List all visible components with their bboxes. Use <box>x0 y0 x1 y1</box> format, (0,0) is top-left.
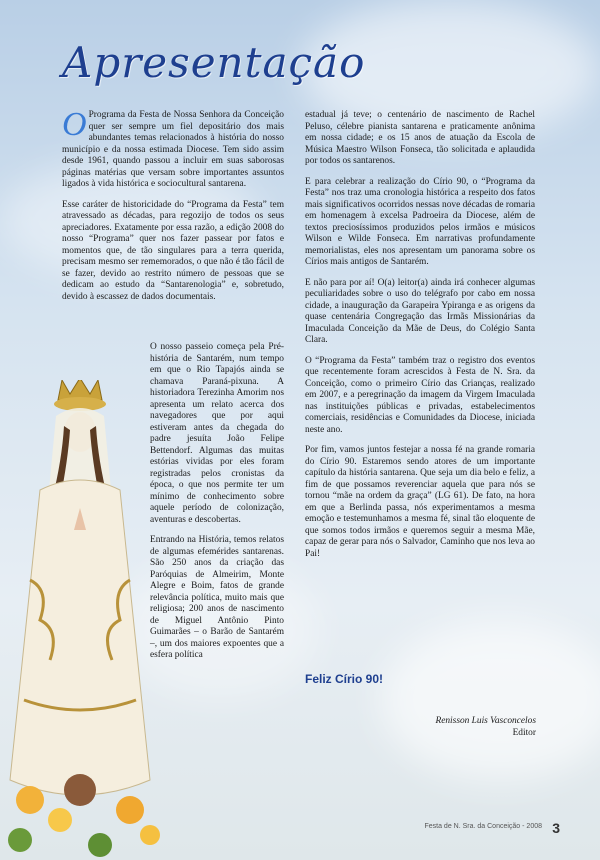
paragraph: O “Programa da Festa” também traz o registro dos eventos que recentemente foram acrescidos à Festa de N. Sra. da Conceição, como o primeiro Círio das Crianças, realizado em 2007, e a peregrinação da imagem da Virgem Imaculada nas instituições públicas e privadas, estabelecimentos comerciais, residências e Comunidades da Diocese, iniciada neste ano. <box>305 355 535 435</box>
paragraph: Entrando na História, temos relatos de algumas efemérides santarenas. São 250 anos da criação das Paróquias de Almeirim, Monte Alegre e Boim, fatos de grande relevância política, muito mais que religiosa; 200 anos de nascimento de Miguel Antônio Pinto Guimarães – o Barão de Santarém –, um dos maiores expoentes que a esfera política <box>150 535 284 660</box>
drop-cap: O <box>62 106 87 143</box>
author-name: Renisson Luis Vasconcelos <box>435 716 536 726</box>
closing-greeting: Feliz Círio 90! <box>305 672 384 686</box>
paragraph-intro: O Programa da Festa de Nossa Senhora da Conceição quer ser sempre um fiel depositário dos mais abundantes temas relacionados à história do nosso município e da nossa estimada Diocese. Tem sido assim desde 1961, quando passou a incluir em suas saborosas páginas matérias que versam sobre importantes assuntos ligados à vida histórica e sociocultural santarena. <box>62 106 284 189</box>
author-role: Editor <box>512 728 536 738</box>
paragraph: E para celebrar a realização do Círio 90, o “Programa da Festa” nos traz uma cronologia histórica a respeito dos fatos mais significativos ocorridos nessas nove décadas de romaria em homenagem à excelsa Padroeira da Diocese, além de textos preciosíssimos produzidos pelos irmãos e músicos Wilson e Wilde Fonseca. Em narrativas profundamente memorialistas, eles nos apresentam um panorama sobre os Círios mais antigos de Santarém. <box>305 176 535 267</box>
article-left-column <box>62 106 284 312</box>
article-right-column <box>305 110 535 569</box>
paragraph: O nosso passeio começa pela Pré-história de Santarém, num tempo em que o Rio Tapajós ainda se chamava Paraná-pixuna. A historiadora Terezinha Amorim nos apresenta um relato acerca dos navegadores que por aqui estiveram antes da chegada do padre jesuíta João Felipe Bettendorf. Algumas das muitas estórias vividas por eles foram registradas pelos cronistas da época, o que nos permite ter um mínimo de conhecimento sobre aquele período de colonização, aventuras e descobertas. <box>150 342 284 525</box>
virgin-statue-image <box>0 380 170 860</box>
paragraph: estadual já teve; o centenário de nascimento de Rachel Peluso, célebre pianista santarena e praticamente anônima em nossa cidade; e os 15 anos de atuação da Escola de Música Maestro Wilson Fonseca, tão solicitada e aplaudida por todos os santarenos. <box>305 110 535 166</box>
page-number: 3 <box>552 820 560 836</box>
page-title: Apresentação <box>62 38 366 87</box>
signature-block <box>435 715 536 739</box>
paragraph: Por fim, vamos juntos festejar a nossa fé na grande romaria do Círio 90. Estaremos sendo atores de um importante capítulo da história santarena. Que seja um dia belo e feliz, a fim de que possamos reverenciar aquela que para nós se tornou “mãe na ordem da graça” (LG 61). De fato, na hora em que a Berlinda passa, nós experimentamos a mesma emoção e testemunhamos a mesma fé, sinal tão eloquente de que somos todos irmãos e queremos seguir a mesma Mãe, capaz de gerar para nós o Salvador, Caminho que nos leva ao Pai! <box>305 445 535 559</box>
paragraph: E não para por aí! O(a) leitor(a) ainda irá conhecer algumas peculiaridades sobre o uso do telégrafo por cabo em nossa cidade, a inauguração da Garapeira Ypiranga e as origens da quase centenária Congregação das Irmãs Missionárias da Imaculada Conceição da Mãe de Deus, do Colégio Santa Clara. <box>305 277 535 345</box>
footer-text: Festa de N. Sra. da Conceição - 2008 <box>424 823 542 830</box>
paragraph: Esse caráter de historicidade do “Programa da Festa” tem atravessado as décadas, para regozijo de todos os seus apreciadores. Exatamente por essa razão, a edição 2008 do nosso “Programa” quer nos fazer passear por fatos e momentos que, de tão singulares para a terra querida, precisam mesmo ser rememorados, o que não é tão fácil de se fazer, devido ao restrito número de pessoas que se dedicam ao estudo da “Santarenologia” e, sobretudo, devido à escassez de dados documentais. <box>62 199 284 302</box>
article-left-narrow-column <box>150 342 284 671</box>
cloud <box>380 620 600 780</box>
